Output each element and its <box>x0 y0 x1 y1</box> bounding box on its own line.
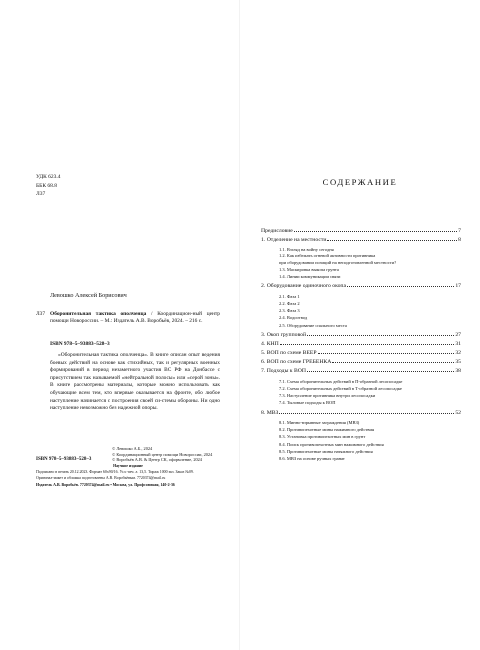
toc-entry-page: 8 <box>458 237 461 244</box>
toc-subentry: 2.2. Фаза 2 <box>279 300 300 306</box>
toc-entry <box>261 332 461 341</box>
toc-leader-dots <box>318 353 455 354</box>
toc-heading: СОДЕРЖАНИЕ <box>322 177 398 187</box>
toc-subentry: 8.4. Поиск противопехотных мин нажимного действия <box>279 441 384 447</box>
toc-entry-label: 4. КНП <box>261 341 279 348</box>
toc-leader-dots <box>279 413 454 414</box>
right-page <box>240 0 480 650</box>
toc-subentry: 2.3. Фаза 3 <box>279 308 300 314</box>
book-title: Оборонительная тактика ополченца <box>50 311 147 317</box>
copyright-block <box>36 446 220 463</box>
toc-subentry: 8.3. Установка противопехотных мин в грунт <box>279 434 366 440</box>
toc-entry-page: 27 <box>455 332 461 339</box>
toc-subentry <box>261 253 461 265</box>
toc-entry <box>261 410 461 419</box>
toc-entry-label: 5. ВОП по схеме ВЕЕР <box>261 350 317 357</box>
toc-subentry: 2.5. Оборудование спального места <box>279 322 347 328</box>
abstract: «Оборонительная тактика ополченца». В книге описан опыт ведения боевых действий на основе как стихийных, так и регулярных военных формирований в период незаметного участия ВС РФ на Донбассе с присутствием так называемой «нейтральной полосы» или «серой зоны». В книге рассмотрены материалы, которые можно использовать как обучающие всем тем, кто впервые оказывается на фронте, обо любое наступление начинается с построения своей си-стемы обороны. Ни одно наступление невозможно без надежной опоры. <box>50 352 220 412</box>
toc-subentry-text: 1.2. Как избежать огневой активности противника <box>279 253 376 259</box>
toc-subentry: 2.1. Фаза 1 <box>279 293 300 299</box>
toc-subentry: 7.2. Схема оборонительных действий в Т-образной лесопосадке <box>279 385 402 391</box>
bibliographic-record <box>36 311 220 326</box>
toc-subentry: 7.3. Наступление противника внутри лесопосадки <box>279 393 376 399</box>
toc-entry <box>261 350 461 359</box>
classification-codes <box>36 173 61 199</box>
toc-subentry-text-cont: при оборудовании позиций на неподготовленной местности? <box>279 259 397 265</box>
toc-subentry: 8.1. Минно-взрывные заграждения (МВЗ) <box>279 419 360 425</box>
toc-entry-label: 8. МВЗ <box>261 409 279 416</box>
toc-entry <box>261 237 461 246</box>
toc-entry-label: 7. Подходы к ВОП <box>261 368 307 375</box>
edition-type: Научное издание <box>113 464 143 468</box>
toc-leader-dots <box>327 240 457 241</box>
bibliographic-code: Л37 <box>36 311 46 317</box>
copyright-isbn: ISBN 978–5–93883–528–3 <box>36 457 92 462</box>
toc-subentry: 7.1. Схема оборонительных действий в П-образной лесопосадке <box>279 378 403 384</box>
author-sign-code: Л37 <box>36 191 46 197</box>
toc-entry <box>261 368 461 377</box>
table-of-contents <box>261 228 461 466</box>
toc-entry-page: 17 <box>455 283 461 290</box>
toc-leader-dots <box>294 231 457 232</box>
toc-leader-dots <box>347 286 454 287</box>
author-name: Левошко Алексей Борисович <box>50 292 127 299</box>
publication-info <box>36 463 220 488</box>
toc-entry-label: Предисловие <box>261 228 293 234</box>
toc-leader-dots <box>332 362 454 363</box>
bibliographic-rest: / Координацион-ный центр помощи Новороссии. – М.: Издатель А.В. Воробьёв, 2024. – 216 с. <box>50 311 220 325</box>
toc-gap <box>261 463 461 466</box>
toc-subentry: 1.3. Маскировка выкопа грунта <box>279 266 339 272</box>
udk-code: УДК 623.4 <box>36 174 61 180</box>
toc-leader-dots <box>307 335 454 336</box>
toc-entry-page: 38 <box>455 368 461 375</box>
bbk-code: ББК 68.8 <box>36 182 57 189</box>
copyright-author: © Левошко А.Б., 2024 <box>112 446 153 451</box>
copyright-design: © Воробьёв А.В. & Центр СК, оформление, 2024 <box>112 457 202 463</box>
toc-entry <box>261 359 461 368</box>
toc-entry-page: 32 <box>455 350 461 357</box>
toc-subentry: 8.2. Противопехотные мины нажимного действия <box>279 427 375 433</box>
toc-entry-page: 31 <box>455 341 461 348</box>
toc-leader-dots <box>307 371 454 372</box>
toc-entry-label: 6. ВОП по схеме ГРЕБЕНКА <box>261 359 332 366</box>
toc-entry-page: 7 <box>458 228 461 234</box>
toc-subentry: 2.4. Водоотвод <box>279 315 308 321</box>
toc-subentry: 7.4. Тыловые подходы к ВОП <box>279 400 336 406</box>
toc-entry-label: 1. Отделение на местности <box>261 237 327 244</box>
toc-subentry: 8.6. МВЗ на основе ручных гранат <box>279 456 345 462</box>
toc-subentry: 1.4. Линии коммуникации связи <box>279 274 341 280</box>
toc-entry <box>261 228 461 237</box>
toc-entry-label: 2. Оборудование одиночного окопа <box>261 283 346 290</box>
layout-credit: Оригинал-макет и обложка подготовлены А.В. Воробьёвым. 7720374@mail.ru <box>36 476 166 481</box>
toc-leader-dots <box>280 344 455 345</box>
publisher-address: Издатель А.В. Воробьёв. 7720374@mail.ru • Москва, ул. Профсоюзная, 140-2-36 <box>36 482 175 487</box>
print-details: Подписано в печать 20.12.2023. Формат 60x90/16. Усл.-печ. л. 13,5. Тираж 1000 экз. Заказ №09. <box>36 470 194 475</box>
toc-subentry: 1.1. Взгляд на войну сегодня <box>279 247 334 253</box>
copyright-center: © Координационный центр помощи Новороссии, 2024 <box>112 451 213 457</box>
bibliographic-text <box>50 311 220 326</box>
toc-entry-label: 3. Окоп групповой <box>261 332 306 339</box>
isbn: ISBN 978–5–93883–528–3 <box>50 341 110 347</box>
toc-entry-page: 35 <box>455 359 461 366</box>
toc-entry-page: 52 <box>455 409 461 416</box>
toc-entry <box>261 283 461 292</box>
toc-subentry: 8.5. Противопехотные мины натяжного действия <box>279 448 373 454</box>
toc-entry <box>261 341 461 350</box>
